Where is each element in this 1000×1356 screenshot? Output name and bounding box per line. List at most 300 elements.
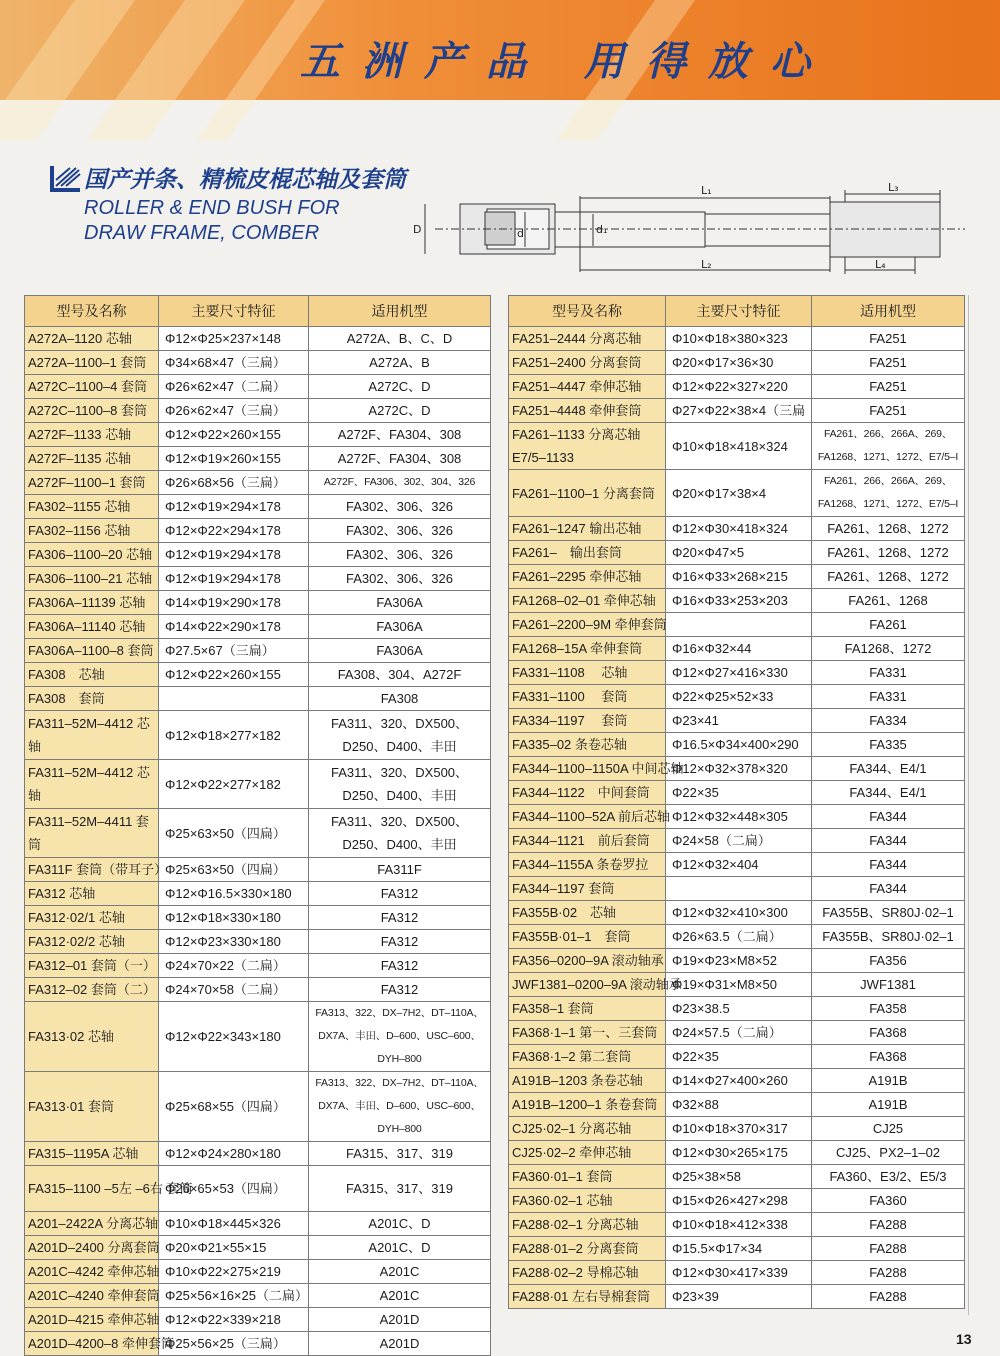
cell-size: Φ12×Φ30×417×339 (666, 1261, 812, 1285)
table-row (25, 711, 491, 760)
cell-size: Φ20×Φ47×5 (666, 541, 812, 565)
svg-text:L₁: L₁ (701, 184, 712, 197)
cell-size: Φ14×Φ22×290×178 (159, 615, 309, 639)
table-row (25, 495, 491, 519)
cell-size: Φ15.5×Φ17×34 (666, 1237, 812, 1261)
cell-machine: FA335 (812, 733, 965, 757)
cell-name: FA261–1100–1 分离套筒 (509, 470, 666, 517)
table-row (25, 591, 491, 615)
cell-machine: FA302、306、326 (309, 495, 491, 519)
table-row (25, 1212, 491, 1236)
cell-name: FA288·02–1 分离芯轴 (509, 1213, 666, 1237)
cell-size: Φ25×56×25（三扁） (159, 1332, 309, 1356)
cell-name: FA313·01 套筒 (25, 1072, 159, 1142)
cell-size: Φ12×Φ19×294×178 (159, 495, 309, 519)
cell-size: Φ23×39 (666, 1285, 812, 1309)
table-row (509, 901, 965, 925)
cell-size: Φ12×Φ25×237×148 (159, 327, 309, 351)
cell-machine: FA356 (812, 949, 965, 973)
cell-machine: FA344 (812, 829, 965, 853)
cell-size: Φ12×Φ24×280×180 (159, 1142, 309, 1166)
table-row (25, 615, 491, 639)
table-row (509, 637, 965, 661)
cell-machine: FA261 (812, 613, 965, 637)
cell-name: FA313·02 芯轴 (25, 1002, 159, 1072)
cell-name: A272A–1100–1 套筒 (25, 351, 159, 375)
table-row (509, 685, 965, 709)
cell-size: Φ25×56×16×25（二扁） (159, 1284, 309, 1308)
table-row (25, 399, 491, 423)
cell-name: FA312–01 套筒（一） (25, 954, 159, 978)
table-row (509, 1213, 965, 1237)
header-size: 主要尺寸特征 (666, 296, 812, 327)
cell-machine: FA311、320、DX500、D250、D400、丰田 (309, 711, 491, 760)
cell-size: Φ20×Φ21×55×15 (159, 1236, 309, 1260)
cell-name: FA368·1–2 第二套筒 (509, 1045, 666, 1069)
table-row (25, 471, 491, 495)
table-row (25, 809, 491, 858)
table-row (509, 613, 965, 637)
cell-size: Φ24×58（二扁） (666, 829, 812, 853)
cell-size: Φ10×Φ18×370×317 (666, 1117, 812, 1141)
table-row (25, 1284, 491, 1308)
cell-machine: A272C、D (309, 399, 491, 423)
table-row (509, 709, 965, 733)
cell-name: FA261– 输出套筒 (509, 541, 666, 565)
cell-size: Φ24×70×58（二扁） (159, 978, 309, 1002)
cell-size: Φ12×Φ23×330×180 (159, 930, 309, 954)
cell-name: FA335–02 条卷芯轴 (509, 733, 666, 757)
table-row (509, 805, 965, 829)
edge-rule (968, 295, 969, 1315)
table-row (25, 639, 491, 663)
cell-machine: FA288 (812, 1285, 965, 1309)
table-row (25, 1260, 491, 1284)
cell-machine: A272A、B、C、D (309, 327, 491, 351)
cell-size (159, 687, 309, 711)
cell-name: FA261–2200–9M 牵伸套筒 (509, 613, 666, 637)
table-row (509, 877, 965, 901)
table-row (509, 517, 965, 541)
cell-machine: FA344、E4/1 (812, 781, 965, 805)
cell-size: Φ12×Φ22×339×218 (159, 1308, 309, 1332)
table-row (509, 565, 965, 589)
table-row (25, 1332, 491, 1356)
cell-size: Φ26×65×53（四扁） (159, 1166, 309, 1212)
cell-machine: FA308 (309, 687, 491, 711)
banner-slogan: 五洲产品 用得放心 (300, 38, 832, 85)
cell-name: FA308 芯轴 (25, 663, 159, 687)
svg-text:d: d (517, 227, 524, 240)
header-size: 主要尺寸特征 (159, 296, 309, 327)
cell-machine: FA331 (812, 685, 965, 709)
cell-name: FA251–2444 分离芯轴 (509, 327, 666, 351)
cell-name: FA344–1121 前后套筒 (509, 829, 666, 853)
cell-size (666, 613, 812, 637)
cell-machine: FA368 (812, 1045, 965, 1069)
cell-size: Φ26×62×47（三扁） (159, 399, 309, 423)
cell-machine: FA358 (812, 997, 965, 1021)
cell-size: Φ12×Φ32×410×300 (666, 901, 812, 925)
cell-name: FA311–52M–4411 套筒 (25, 809, 159, 858)
table-row (509, 541, 965, 565)
cell-machine: A272F、FA304、308 (309, 423, 491, 447)
cell-size: Φ12×Φ18×277×182 (159, 711, 309, 760)
cell-name: A272F–1133 芯轴 (25, 423, 159, 447)
cell-size: Φ14×Φ27×400×260 (666, 1069, 812, 1093)
cell-machine: A201C (309, 1284, 491, 1308)
table-row (25, 1142, 491, 1166)
cell-name: CJ25·02–2 牵伸芯轴 (509, 1141, 666, 1165)
table-row (509, 399, 965, 423)
svg-text:L₂: L₂ (701, 258, 712, 271)
cell-size: Φ34×68×47（三扁） (159, 351, 309, 375)
cell-name: FA261–2295 牵伸芯轴 (509, 565, 666, 589)
cell-name: A272F–1135 芯轴 (25, 447, 159, 471)
cell-name: FA355B·01–1 套筒 (509, 925, 666, 949)
table-row (25, 447, 491, 471)
table-row (25, 1166, 491, 1212)
cell-machine: FA306A (309, 591, 491, 615)
cell-size: Φ12×Φ19×260×155 (159, 447, 309, 471)
table-row (509, 470, 965, 517)
cell-machine: FA306A (309, 639, 491, 663)
cell-machine: JWF1381 (812, 973, 965, 997)
cell-name: FA344–1100–1150A 中间芯轴 (509, 757, 666, 781)
cell-size: Φ12×Φ30×265×175 (666, 1141, 812, 1165)
cell-machine: FA313、322、DX–7H2、DT–110A、DX7A、丰田、D–600、USC–600、DYH–800 (309, 1002, 491, 1072)
cell-name: FA368·1–1 第一、三套筒 (509, 1021, 666, 1045)
cell-size: Φ12×Φ19×294×178 (159, 567, 309, 591)
cell-name: A201D–2400 分离套筒 (25, 1236, 159, 1260)
cell-size: Φ23×41 (666, 709, 812, 733)
left-spec-table (24, 295, 491, 1356)
cell-machine: FA313、322、DX–7H2、DT–110A、DX7A、丰田、D–600、USC–600、DYH–800 (309, 1072, 491, 1142)
cell-machine: FA288 (812, 1261, 965, 1285)
cell-size: Φ15×Φ26×427×298 (666, 1189, 812, 1213)
table-row (509, 351, 965, 375)
cell-machine: FA344、E4/1 (812, 757, 965, 781)
table-row (25, 1236, 491, 1260)
table-row (509, 1117, 965, 1141)
cell-size: Φ10×Φ22×275×219 (159, 1260, 309, 1284)
table-row (25, 687, 491, 711)
table-row (509, 757, 965, 781)
cell-name: FA312–02 套筒（二） (25, 978, 159, 1002)
cell-size: Φ16×Φ33×253×203 (666, 589, 812, 613)
table-row (509, 949, 965, 973)
cell-name: FA312·02/2 芯轴 (25, 930, 159, 954)
cell-size: Φ26×68×56（三扁） (159, 471, 309, 495)
cell-machine: FA360、E3/2、E5/3 (812, 1165, 965, 1189)
cell-name: FA251–4447 牵伸芯轴 (509, 375, 666, 399)
cell-machine: FA261、266、266A、269、FA1268、1271、1272、E7/5–I (812, 423, 965, 470)
cell-name: FA360·01–1 套筒 (509, 1165, 666, 1189)
cell-size: Φ10×Φ18×445×326 (159, 1212, 309, 1236)
cell-name: FA331–1108 芯轴 (509, 661, 666, 685)
table-row (509, 1141, 965, 1165)
cell-size: Φ12×Φ18×330×180 (159, 906, 309, 930)
header-name: 型号及名称 (25, 296, 159, 327)
svg-text:L₄: L₄ (875, 258, 886, 271)
cell-name: A201C–4240 牵伸套筒 (25, 1284, 159, 1308)
table-row (509, 781, 965, 805)
cell-machine: FA360 (812, 1189, 965, 1213)
table-row (25, 760, 491, 809)
cell-name: A272F–1100–1 套筒 (25, 471, 159, 495)
cell-name: FA360·02–1 芯轴 (509, 1189, 666, 1213)
cell-name: FA334–1197 套筒 (509, 709, 666, 733)
cell-machine: FA251 (812, 375, 965, 399)
cell-size: Φ25×63×50（四扁） (159, 858, 309, 882)
header-name: 型号及名称 (509, 296, 666, 327)
cell-name: FA1268–02–01 牵伸芯轴 (509, 589, 666, 613)
table-row (509, 661, 965, 685)
table-row (509, 1189, 965, 1213)
cell-machine: FA1268、1272 (812, 637, 965, 661)
cell-size: Φ12×Φ32×378×320 (666, 757, 812, 781)
cell-machine: FA251 (812, 399, 965, 423)
cell-size: Φ16×Φ33×268×215 (666, 565, 812, 589)
cell-machine: FA311、320、DX500、D250、D400、丰田 (309, 809, 491, 858)
cell-machine: FA331 (812, 661, 965, 685)
cell-machine: FA261、1268 (812, 589, 965, 613)
cell-machine: FA302、306、326 (309, 519, 491, 543)
cell-machine: FA311F (309, 858, 491, 882)
table-row (509, 1045, 965, 1069)
cell-size: Φ12×Φ27×416×330 (666, 661, 812, 685)
cell-machine: FA312 (309, 930, 491, 954)
table-row (509, 1237, 965, 1261)
cell-machine: CJ25、PX2–1–02 (812, 1141, 965, 1165)
cell-machine: FA261、1268、1272 (812, 541, 965, 565)
cell-size: Φ12×Φ22×260×155 (159, 423, 309, 447)
section-title-en: ROLLER & END BUSH FOR DRAW FRAME, COMBER (84, 197, 340, 244)
cell-name: FA315–1100 –5左 –6右 套筒 (25, 1166, 159, 1212)
cell-size: Φ22×Φ25×52×33 (666, 685, 812, 709)
cell-name: A201D–4200–8 牵伸套筒 (25, 1332, 159, 1356)
cell-machine: FA368 (812, 1021, 965, 1045)
cell-size: Φ10×Φ18×418×324 (666, 423, 812, 470)
table-row (509, 1285, 965, 1309)
cell-machine: FA288 (812, 1213, 965, 1237)
cell-name: FA306–1100–21 芯轴 (25, 567, 159, 591)
cell-machine: FA315、317、319 (309, 1142, 491, 1166)
cell-name: FA356–0200–9A 滚动轴承 (509, 949, 666, 973)
cell-name: FA251–2400 分离套筒 (509, 351, 666, 375)
table-row (25, 1002, 491, 1072)
svg-text:D: D (413, 223, 422, 236)
cell-size: Φ12×Φ22×260×155 (159, 663, 309, 687)
cell-size: Φ24×57.5（二扁） (666, 1021, 812, 1045)
cell-size (666, 877, 812, 901)
table-row (25, 567, 491, 591)
cell-name: FA306A–11139 芯轴 (25, 591, 159, 615)
cell-size: Φ12×Φ19×294×178 (159, 543, 309, 567)
cell-machine: FA312 (309, 906, 491, 930)
cell-machine: FA308、304、A272F (309, 663, 491, 687)
cell-name: A272A–1120 芯轴 (25, 327, 159, 351)
table-row (509, 733, 965, 757)
cell-size: Φ22×35 (666, 1045, 812, 1069)
cell-name: FA302–1156 芯轴 (25, 519, 159, 543)
cell-machine: FA302、306、326 (309, 567, 491, 591)
cell-size: Φ12×Φ16.5×330×180 (159, 882, 309, 906)
cell-size: Φ26×62×47（二扁） (159, 375, 309, 399)
table-row (25, 423, 491, 447)
left-table-header (25, 296, 491, 327)
cell-size: Φ16.5×Φ34×400×290 (666, 733, 812, 757)
cell-machine: A201D (309, 1308, 491, 1332)
table-row (509, 997, 965, 1021)
cell-size: Φ24×70×22（二扁） (159, 954, 309, 978)
cell-name: FA288·02–2 导棉芯轴 (509, 1261, 666, 1285)
table-row (509, 853, 965, 877)
cell-name: FA306–1100–20 芯轴 (25, 543, 159, 567)
cell-name: CJ25·02–1 分离芯轴 (509, 1117, 666, 1141)
cell-size: Φ25×68×55（四扁） (159, 1072, 309, 1142)
cell-name: FA261–1133 分离芯轴 E7/5–1133 (509, 423, 666, 470)
section-title-cn: 国产并条、精梳皮棍芯轴及套筒 (84, 166, 406, 193)
cell-size: Φ19×Φ31×M8×50 (666, 973, 812, 997)
cell-machine: FA261、1268、1272 (812, 517, 965, 541)
table-row (25, 882, 491, 906)
cell-name: FA331–1100 套筒 (509, 685, 666, 709)
cell-size: Φ19×Φ23×M8×52 (666, 949, 812, 973)
cell-name: A191B–1200–1 条卷套筒 (509, 1093, 666, 1117)
cell-machine: FA315、317、319 (309, 1166, 491, 1212)
cell-size: Φ12×Φ22×327×220 (666, 375, 812, 399)
cell-name: FA311–52M–4412 芯轴 (25, 711, 159, 760)
cell-size: Φ23×38.5 (666, 997, 812, 1021)
cell-name: A201–2422A 分离芯轴 (25, 1212, 159, 1236)
cell-name: A272C–1100–8 套筒 (25, 399, 159, 423)
cell-name: FA288·01–2 分离套筒 (509, 1237, 666, 1261)
table-row (25, 519, 491, 543)
cell-size: Φ25×38×58 (666, 1165, 812, 1189)
cell-name: A201C–4242 牵伸芯轴 (25, 1260, 159, 1284)
cell-size: Φ14×Φ19×290×178 (159, 591, 309, 615)
cell-size: Φ12×Φ32×448×305 (666, 805, 812, 829)
svg-text:L₃: L₃ (888, 181, 899, 194)
cell-name: FA261–1247 输出芯轴 (509, 517, 666, 541)
table-row (509, 1021, 965, 1045)
cell-name: FA344–1197 套筒 (509, 877, 666, 901)
cell-size: Φ20×Φ17×38×4 (666, 470, 812, 517)
cell-name: FA302–1155 芯轴 (25, 495, 159, 519)
cell-name: FA306A–1100–8 套筒 (25, 639, 159, 663)
cell-machine: CJ25 (812, 1117, 965, 1141)
cell-machine: A272C、D (309, 375, 491, 399)
cell-machine: A191B (812, 1093, 965, 1117)
cell-name: FA344–1100–52A 前后芯轴 (509, 805, 666, 829)
cell-name: FA308 套筒 (25, 687, 159, 711)
cell-machine: FA251 (812, 351, 965, 375)
cell-name: FA358–1 套筒 (509, 997, 666, 1021)
header-machine: 适用机型 (309, 296, 491, 327)
cell-size: Φ20×Φ17×36×30 (666, 351, 812, 375)
table-row (25, 858, 491, 882)
cell-name: FA288·01 左右导棉套筒 (509, 1285, 666, 1309)
cell-name: A191B–1203 条卷芯轴 (509, 1069, 666, 1093)
table-row (25, 327, 491, 351)
cell-machine: FA344 (812, 805, 965, 829)
table-row (25, 930, 491, 954)
table-row (25, 543, 491, 567)
cell-machine: FA312 (309, 954, 491, 978)
cell-machine: FA311、320、DX500、D250、D400、丰田 (309, 760, 491, 809)
cell-machine: FA288 (812, 1237, 965, 1261)
cell-size: Φ10×Φ18×412×338 (666, 1213, 812, 1237)
cell-machine: FA344 (812, 877, 965, 901)
cell-machine: A201D (309, 1332, 491, 1356)
cell-name: FA312·02/1 芯轴 (25, 906, 159, 930)
cell-size: Φ16×Φ32×44 (666, 637, 812, 661)
cell-size: Φ25×63×50（四扁） (159, 809, 309, 858)
cell-machine: A272A、B (309, 351, 491, 375)
cell-machine: A201C (309, 1260, 491, 1284)
table-row (509, 829, 965, 853)
cell-size: Φ22×35 (666, 781, 812, 805)
cell-machine: FA302、306、326 (309, 543, 491, 567)
cell-name: FA306A–11140 芯轴 (25, 615, 159, 639)
roller-diagram (405, 182, 975, 282)
cell-name: A201D–4215 牵伸芯轴 (25, 1308, 159, 1332)
cell-name: FA344–1155A 条卷罗拉 (509, 853, 666, 877)
cell-size: Φ32×88 (666, 1093, 812, 1117)
cell-name: JWF1381–0200–9A 滚动轴承 (509, 973, 666, 997)
cell-name: FA311F 套筒（带耳子） (25, 858, 159, 882)
cell-machine: A272F、FA306、302、304、326 (309, 471, 491, 495)
cell-machine: FA344 (812, 853, 965, 877)
cell-machine: FA312 (309, 882, 491, 906)
cell-size: Φ26×63.5（二扁） (666, 925, 812, 949)
table-row (509, 1093, 965, 1117)
table-row (25, 906, 491, 930)
table-row (25, 663, 491, 687)
cell-machine: A191B (812, 1069, 965, 1093)
cell-name: A272C–1100–4 套筒 (25, 375, 159, 399)
cell-size: Φ12×Φ32×404 (666, 853, 812, 877)
cell-size: Φ12×Φ22×294×178 (159, 519, 309, 543)
top-banner (0, 0, 1000, 100)
cell-size: Φ10×Φ18×380×323 (666, 327, 812, 351)
cell-size: Φ12×Φ30×418×324 (666, 517, 812, 541)
cell-name: FA1268–15A 牵伸套筒 (509, 637, 666, 661)
cell-machine: FA355B、SR80J·02–1 (812, 925, 965, 949)
header-machine: 适用机型 (812, 296, 965, 327)
cell-size: Φ27.5×67（三扁） (159, 639, 309, 663)
table-row (25, 954, 491, 978)
table-row (25, 1308, 491, 1332)
cell-machine: FA334 (812, 709, 965, 733)
table-row (509, 375, 965, 399)
cell-machine: FA251 (812, 327, 965, 351)
cell-size: Φ27×Φ22×38×4（三扁 (666, 399, 812, 423)
table-row (509, 1165, 965, 1189)
table-row (25, 1072, 491, 1142)
table-row (25, 375, 491, 399)
table-row (509, 423, 965, 470)
cell-name: FA312 芯轴 (25, 882, 159, 906)
cell-machine: FA261、1268、1272 (812, 565, 965, 589)
cell-name: FA251–4448 牵伸套筒 (509, 399, 666, 423)
cell-name: FA355B·02 芯轴 (509, 901, 666, 925)
cell-name: FA344–1122 中间套筒 (509, 781, 666, 805)
table-row (509, 1261, 965, 1285)
right-spec-table (508, 295, 965, 1309)
table-row (509, 1069, 965, 1093)
